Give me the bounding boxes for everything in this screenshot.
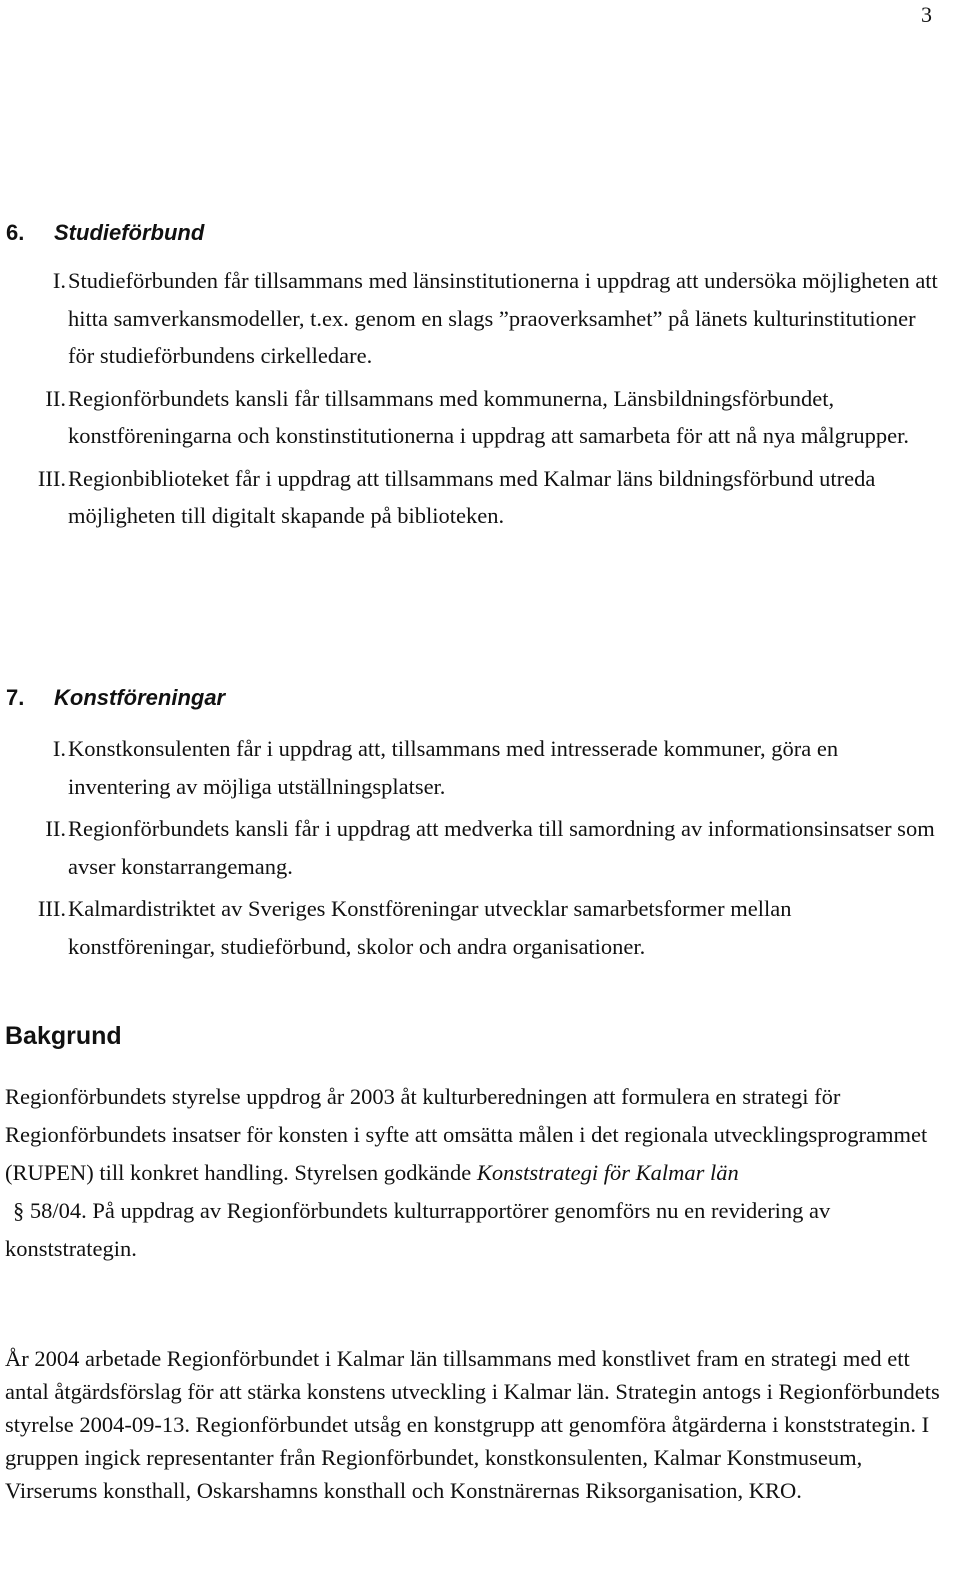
list-item [0, 262, 940, 375]
list-item-text: Studieförbunden får tillsammans med länsinstitutionerna i uppdrag att undersöka möjligheten att hitta samverkansmodeller, t.ex. genom en slags ”praoverksamhet” på länets kulturinstitutioner för studieförbundens cirkelledare. [68, 268, 938, 368]
studieforbund-list [0, 262, 940, 540]
section-title: Konstföreningar [54, 685, 226, 710]
bakgrund-paragraph-1 [5, 1078, 940, 1268]
roman-numeral: III. [37, 896, 66, 921]
list-item-text: Konstkonsulenten får i uppdrag att, tillsammans med intresserade kommuner, göra en inventering av möjliga utställningsplatser. [68, 736, 839, 799]
section-number: 7. [6, 685, 25, 710]
list-item [0, 810, 940, 885]
section-sign: § [13, 1198, 25, 1223]
roman-numeral: I. [52, 268, 66, 293]
list-item-text: Regionförbundets kansli får i uppdrag att medverka till samordning av informationsinsatser som avser konstarrangemang. [68, 816, 935, 879]
list-item [0, 460, 940, 535]
paragraph-text: Regionförbundets styrelse uppdrog år 2003 åt kulturberedningen att formulera en strategi för Regionförbundets insatser för konsten i syfte att omsätta målen i det regionala utvecklingsprogrammet (RUPEN) till konkret handling. Styrelsen godkände [5, 1084, 928, 1185]
roman-numeral: II. [45, 816, 66, 841]
list-item-text: Regionbiblioteket får i uppdrag att tillsammans med Kalmar läns bildningsförbund utreda möjligheten till digitalt skapande på biblioteken. [68, 465, 876, 528]
roman-numeral: I. [52, 736, 66, 761]
list-item-text: Kalmardistriktet av Sveriges Konstföreningar utvecklar samarbetsformer mellan konstföreningar, studieförbund, skolor och andra organisationer. [68, 896, 792, 959]
section-title: Studieförbund [54, 220, 205, 245]
paragraph-text: 58/04. På uppdrag av Regionförbundets kulturrapportörer genomförs nu en revidering av konststrategin. [5, 1198, 831, 1261]
document-title-reference: Konststrategi för Kalmar län [476, 1160, 739, 1185]
roman-numeral: III. [37, 465, 66, 491]
konstforeningar-list [0, 730, 940, 970]
bakgrund-paragraph-2: År 2004 arbetade Regionförbundet i Kalmar län tillsammans med konstlivet fram en strategi med ett antal åtgärdsförslag för att stärka konstens utveckling i Kalmar län. Strategin antogs i Regionförbundets styrelse 2004-09-13. Regionförbundet utsåg en konstgrupp att genomföra åtgärderna i konststrategin. I gruppen ingick representanter från Regionförbundet, konstkonsulenten, Kalmar Konstmuseum, Virserums konsthall, Oskarshamns konsthall och Konstnärernas Riksorganisation, KRO. [5, 1346, 940, 1503]
list-item [0, 730, 940, 805]
page-number: 3 [921, 2, 932, 27]
section-heading-studieforbund [6, 220, 204, 246]
list-item [0, 380, 940, 455]
bakgrund-heading: Bakgrund [5, 1022, 122, 1050]
roman-numeral: II. [45, 385, 66, 411]
list-item-text: Regionförbundets kansli får tillsammans med kommunerna, Länsbildningsförbundet, konstföreningarna och konstinstitutionerna i uppdrag att samarbeta för att nå nya målgrupper. [68, 385, 910, 448]
list-item [0, 890, 940, 965]
section-heading-konstforeningar [6, 685, 225, 711]
section-number: 6. [6, 220, 25, 245]
